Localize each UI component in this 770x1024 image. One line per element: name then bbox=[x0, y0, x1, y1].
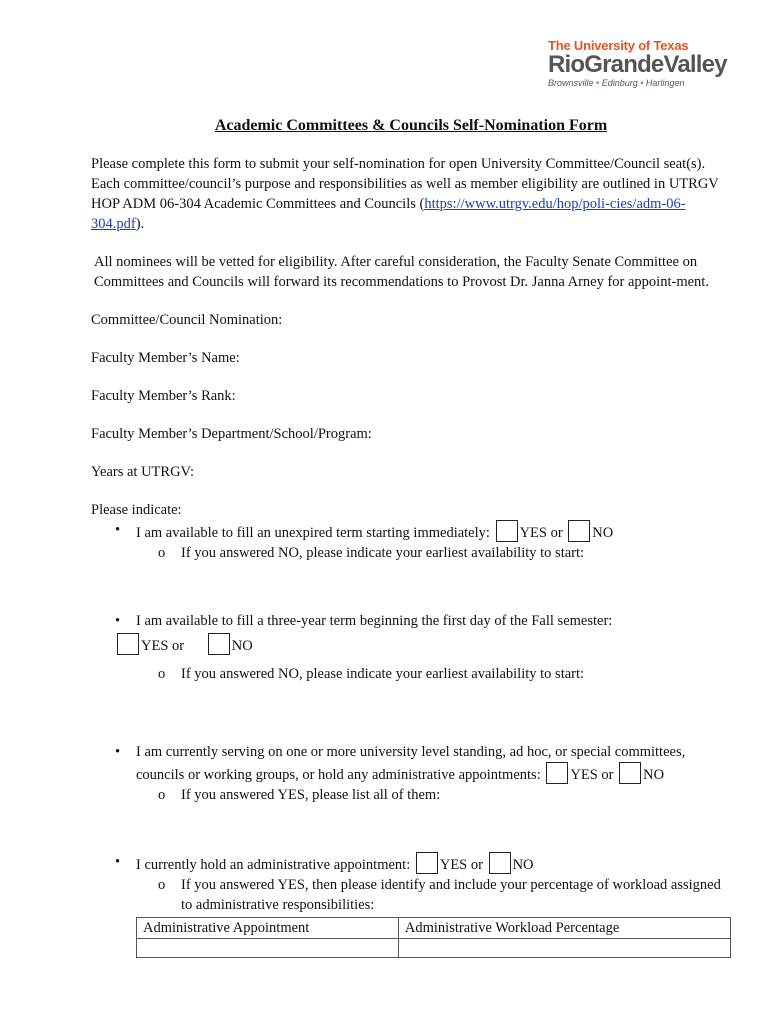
question-admin-appointment bbox=[91, 852, 731, 875]
question-three-year-term bbox=[91, 611, 731, 631]
q1-no-label: NO bbox=[592, 525, 614, 541]
nomination-form bbox=[91, 116, 731, 958]
table-row bbox=[137, 939, 731, 958]
bullet-icon: • bbox=[596, 78, 600, 88]
committee-field-label: Committee/Council Nomination: bbox=[91, 312, 283, 328]
q2-options bbox=[91, 633, 731, 656]
q3-no-label: NO bbox=[643, 767, 665, 783]
form-title: Academic Committees & Councils Self-Nomination Form bbox=[214, 117, 608, 134]
q1-yes-checkbox[interactable] bbox=[496, 520, 518, 542]
policy-link[interactable]: https://www.utrgv.edu/hop/poli-cies/adm-06-304.pdf bbox=[91, 196, 686, 232]
q4-yes-checkbox[interactable] bbox=[416, 852, 438, 874]
q2-yes-checkbox[interactable] bbox=[117, 633, 139, 655]
q3-followup: o If you answered YES, please list all of them: bbox=[91, 785, 731, 805]
appointment-cell[interactable] bbox=[137, 939, 399, 958]
q1-text: I am available to fill an unexpired term starting immediately: bbox=[136, 525, 490, 541]
question-current-service bbox=[91, 742, 731, 785]
q4-yes-label: YES or bbox=[439, 857, 483, 873]
table-header-row bbox=[137, 918, 731, 939]
table-header-appointment: Administrative Appointment bbox=[137, 918, 399, 939]
logo-line-2: RioGrandeValley bbox=[548, 51, 727, 78]
intro-paragraph bbox=[91, 154, 731, 234]
intro-end: ). bbox=[135, 216, 145, 232]
q1-yes-label: YES or bbox=[519, 525, 563, 541]
q4-followup: o If you answered YES, then please identify and include your percentage of workload assigned to administrative responsibilities: bbox=[91, 875, 731, 915]
workload-cell[interactable] bbox=[398, 939, 730, 958]
q4-no-checkbox[interactable] bbox=[489, 852, 511, 874]
q3-yes-checkbox[interactable] bbox=[546, 762, 568, 784]
years-field-label: Years at UTRGV: bbox=[91, 464, 194, 480]
question-unexpired-term bbox=[91, 520, 731, 543]
q2-text: I am available to fill a three-year term beginning the first day of the Fall semester: bbox=[136, 613, 613, 629]
logo-line-1: The University of Texas bbox=[548, 38, 689, 53]
q3-yes-label: YES or bbox=[570, 767, 614, 783]
logo-campuses bbox=[548, 77, 728, 89]
q3-no-checkbox[interactable] bbox=[619, 762, 641, 784]
q1-no-checkbox[interactable] bbox=[568, 520, 590, 542]
please-indicate-label: Please indicate: bbox=[91, 502, 182, 518]
q4-text: I currently hold an administrative appointment: bbox=[136, 857, 411, 873]
q2-no-label: NO bbox=[231, 638, 253, 654]
vetting-paragraph: All nominees will be vetted for eligibility. After careful consideration, the Faculty Senate Committee on Committees and Councils will forward its recommendations to Provost Dr. Janna Arney for appoint-ment. bbox=[94, 254, 709, 290]
q1-followup: o If you answered NO, please indicate your earliest availability to start: bbox=[91, 543, 731, 563]
department-field-label: Faculty Member’s Department/School/Program: bbox=[91, 426, 372, 442]
intro-text: Please complete this form to submit your self-nomination for open University Committee/Council seat(s). Each committee/council’s purpose and responsibilities as well as member eligibility are outlined in UTRGV HOP ADM 06-304 Academic Committees and Councils ( bbox=[91, 156, 719, 212]
name-field-label: Faculty Member’s Name: bbox=[91, 350, 240, 366]
rank-field-label: Faculty Member’s Rank: bbox=[91, 388, 236, 404]
campus-edinburg: Edinburg bbox=[601, 78, 638, 88]
q4-no-label: NO bbox=[512, 857, 534, 873]
campus-brownsville: Brownsville bbox=[548, 78, 594, 88]
admin-appointment-table bbox=[136, 917, 731, 958]
utrgv-logo bbox=[548, 38, 728, 89]
q2-yes-label: YES or bbox=[141, 638, 185, 654]
q2-no-checkbox[interactable] bbox=[208, 633, 230, 655]
q2-followup: o If you answered NO, please indicate your earliest availability to start: bbox=[91, 664, 731, 684]
bullet-icon: • bbox=[640, 78, 644, 88]
campus-harlingen: Harlingen bbox=[645, 78, 685, 88]
q3-text: I am currently serving on one or more university level standing, ad hoc, or special committees, councils or working groups, or hold any administrative appointments: bbox=[136, 744, 686, 783]
table-header-workload: Administrative Workload Percentage bbox=[398, 918, 730, 939]
